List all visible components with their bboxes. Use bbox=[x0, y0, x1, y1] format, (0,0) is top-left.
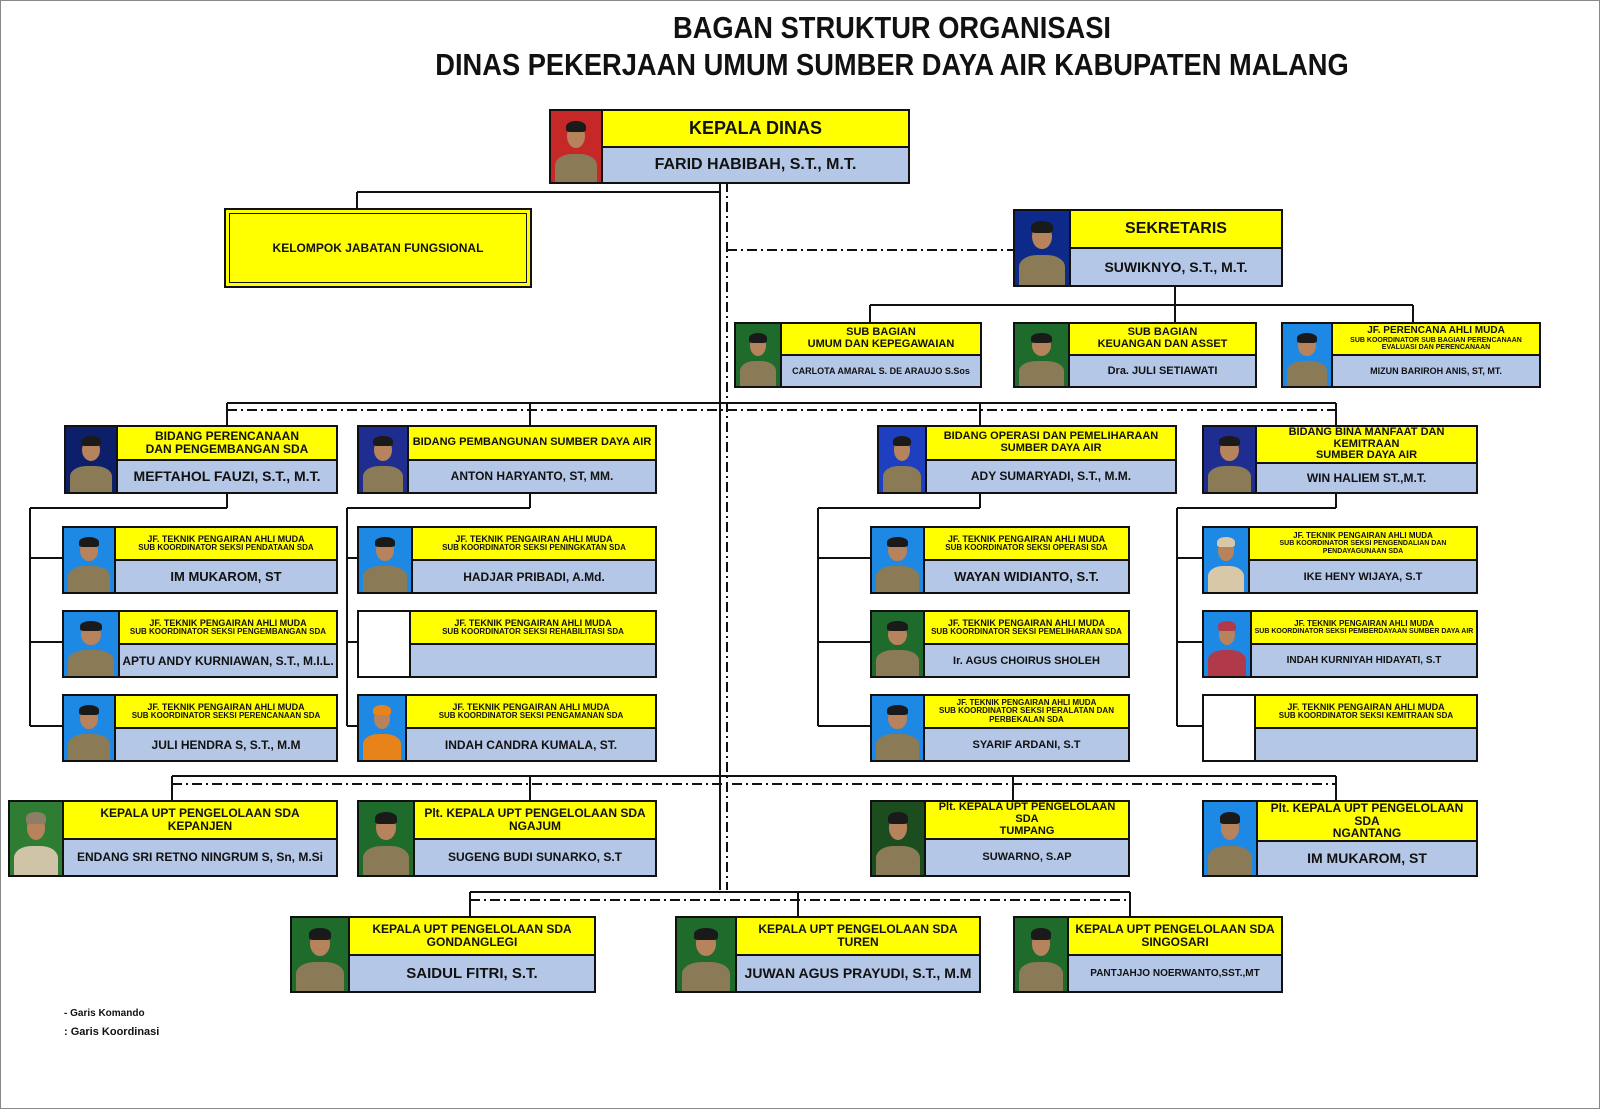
photo-seksi-pengendalian bbox=[1204, 528, 1250, 592]
photo-seksi-pemberdayaan bbox=[1204, 612, 1252, 676]
photo-upt-ngajum bbox=[359, 802, 415, 875]
name-upt-ngajum: SUGENG BUDI SUNARKO, S.T bbox=[415, 840, 655, 876]
photo-upt-singosari bbox=[1015, 918, 1069, 991]
node-upt-gondanglegi bbox=[290, 916, 596, 993]
role-seksi-pengamanan bbox=[407, 696, 655, 729]
role-seksi-pemeliharaan-sub: SUB KOORDINATOR SEKSI PEMELIHARAAN SDA bbox=[931, 627, 1122, 637]
name-kepala-dinas: FARID HABIBAH, S.T., M.T. bbox=[603, 148, 908, 183]
node-upt-kepanjen bbox=[8, 800, 338, 877]
name-upt-kepanjen: ENDANG SRI RETNO NINGRUM S, Sn, M.Si bbox=[64, 840, 336, 876]
node-upt-tumpang bbox=[870, 800, 1130, 877]
role-seksi-pengendalian bbox=[1250, 528, 1476, 561]
role-seksi-pengendalian-sub: SUB KOORDINATOR SEKSI PENGENDALIAN DAN PENDAYAGUNAAN SDA bbox=[1279, 540, 1447, 555]
name-bidang-bina-manfaat: WIN HALIEM ST.,M.T. bbox=[1257, 464, 1476, 492]
role-subbag-umum: SUB BAGIAN UMUM DAN KEPEGAWAIAN bbox=[782, 324, 980, 356]
node-upt-ngantang bbox=[1202, 800, 1478, 877]
chart-subtitle: DINAS PEKERJAAN UMUM SUMBER DAYA AIR KABUPATEN MALANG bbox=[435, 47, 1349, 82]
photo-seksi-pemeliharaan bbox=[872, 612, 925, 676]
node-bidang-bina-manfaat bbox=[1202, 425, 1478, 494]
role-seksi-kemitraan bbox=[1256, 696, 1476, 729]
photo-bidang-operasi bbox=[879, 427, 927, 492]
name-subbag-keuangan: Dra. JULI SETIAWATI bbox=[1070, 356, 1255, 386]
role-seksi-pengembangan bbox=[120, 612, 336, 645]
name-bidang-perencanaan: MEFTAHOL FAUZI, S.T., M.T. bbox=[118, 461, 336, 493]
photo-upt-tumpang bbox=[872, 802, 926, 875]
name-upt-ngantang: IM MUKAROM, ST bbox=[1258, 842, 1476, 875]
photo-upt-kepanjen bbox=[10, 802, 64, 875]
name-subbag-umum: CARLOTA AMARAL S. DE ARAUJO S.Sos bbox=[782, 356, 980, 386]
name-seksi-pengamanan: INDAH CANDRA KUMALA, ST. bbox=[407, 729, 655, 760]
role-sekretaris: SEKRETARIS bbox=[1071, 211, 1281, 249]
role-jf-perencana bbox=[1333, 324, 1539, 356]
name-seksi-pemberdayaan: INDAH KURNIYAH HIDAYATI, S.T bbox=[1252, 645, 1476, 676]
role-seksi-peralatan bbox=[925, 696, 1128, 729]
legend-garis-komando: - Garis Komando bbox=[64, 1008, 145, 1019]
node-upt-ngajum bbox=[357, 800, 657, 877]
role-seksi-pemberdayaan bbox=[1252, 612, 1476, 645]
photo-sekretaris bbox=[1015, 211, 1071, 285]
role-upt-tumpang: Plt. KEPALA UPT PENGELOLAAN SDA TUMPANG bbox=[926, 802, 1128, 840]
photo-placeholder-rehabilitasi bbox=[359, 612, 411, 676]
name-seksi-perencanaan: JULI HENDRA S, S.T., M.M bbox=[116, 729, 336, 760]
role-upt-turen: KEPALA UPT PENGELOLAAN SDA TUREN bbox=[737, 918, 979, 956]
role-seksi-pengamanan-sub: SUB KOORDINATOR SEKSI PENGAMANAN SDA bbox=[438, 711, 624, 721]
role-seksi-pengendalian-title: JF. TEKNIK PENGAIRAN AHLI MUDA bbox=[1293, 530, 1433, 540]
photo-seksi-peralatan bbox=[872, 696, 925, 760]
photo-seksi-perencanaan bbox=[64, 696, 116, 760]
photo-bidang-bina-manfaat bbox=[1204, 427, 1257, 492]
role-upt-kepanjen: KEPALA UPT PENGELOLAAN SDA KEPANJEN bbox=[64, 802, 336, 840]
name-seksi-operasi: WAYAN WIDIANTO, S.T. bbox=[925, 561, 1128, 592]
role-bidang-perencanaan: BIDANG PERENCANAAN DAN PENGEMBANGAN SDA bbox=[118, 427, 336, 461]
node-seksi-rehabilitasi bbox=[357, 610, 657, 678]
node-sekretaris bbox=[1013, 209, 1283, 287]
role-jf-perencana-title: JF. PERENCANA AHLI MUDA bbox=[1367, 325, 1505, 337]
role-seksi-kemitraan-sub: SUB KOORDINATOR SEKSI KEMITRAAN SDA bbox=[1278, 711, 1454, 721]
photo-jf-perencana bbox=[1283, 324, 1333, 386]
role-seksi-perencanaan-sub: SUB KOORDINATOR SEKSI PERENCANAAN SDA bbox=[131, 711, 321, 721]
role-upt-ngantang: Plt. KEPALA UPT PENGELOLAAN SDA NGANTANG bbox=[1258, 802, 1476, 842]
role-seksi-pendataan bbox=[116, 528, 336, 561]
photo-seksi-operasi bbox=[872, 528, 925, 592]
node-seksi-pendataan bbox=[62, 526, 338, 594]
photo-subbag-keuangan bbox=[1015, 324, 1070, 386]
role-bidang-pembangunan: BIDANG PEMBANGUNAN SUMBER DAYA AIR bbox=[409, 427, 655, 461]
node-seksi-peralatan bbox=[870, 694, 1130, 762]
role-seksi-pengamanan-title: JF. TEKNIK PENGAIRAN AHLI MUDA bbox=[452, 701, 610, 712]
node-subbag-keuangan bbox=[1013, 322, 1257, 388]
name-bidang-pembangunan: ANTON HARYANTO, ST, MM. bbox=[409, 461, 655, 493]
name-sekretaris: SUWIKNYO, S.T., M.T. bbox=[1071, 249, 1281, 285]
role-seksi-kemitraan-title: JF. TEKNIK PENGAIRAN AHLI MUDA bbox=[1287, 701, 1445, 712]
role-seksi-rehabilitasi-title: JF. TEKNIK PENGAIRAN AHLI MUDA bbox=[454, 617, 612, 628]
role-seksi-operasi-title: JF. TEKNIK PENGAIRAN AHLI MUDA bbox=[947, 533, 1106, 544]
node-seksi-operasi bbox=[870, 526, 1130, 594]
name-upt-gondanglegi: SAIDUL FITRI, S.T. bbox=[350, 956, 594, 992]
role-seksi-operasi-sub: SUB KOORDINATOR SEKSI OPERASI SDA bbox=[945, 543, 1108, 553]
role-seksi-peningkatan bbox=[413, 528, 655, 561]
photo-seksi-pengembangan bbox=[64, 612, 120, 676]
name-upt-tumpang: SUWARNO, S.AP bbox=[926, 840, 1128, 876]
role-seksi-operasi bbox=[925, 528, 1128, 561]
photo-kepala-dinas bbox=[551, 111, 603, 182]
photo-seksi-pendataan bbox=[64, 528, 116, 592]
photo-bidang-perencanaan bbox=[66, 427, 118, 492]
role-seksi-peralatan-title: JF. TEKNIK PENGAIRAN AHLI MUDA bbox=[956, 697, 1097, 707]
role-seksi-pemeliharaan-title: JF. TEKNIK PENGAIRAN AHLI MUDA bbox=[947, 617, 1106, 628]
legend-garis-koordinasi: : Garis Koordinasi bbox=[64, 1026, 160, 1038]
chart-title: BAGAN STRUKTUR ORGANISASI bbox=[672, 10, 1111, 45]
node-seksi-pengamanan bbox=[357, 694, 657, 762]
name-seksi-pengembangan: APTU ANDY KURNIAWAN, S.T., M.I.L. bbox=[120, 645, 336, 676]
role-seksi-pemberdayaan-sub: SUB KOORDINATOR SEKSI PEMBERDAYAAN SUMBER DAYA AIR bbox=[1254, 628, 1474, 636]
name-seksi-pengendalian: IKE HENY WIJAYA, S.T bbox=[1250, 561, 1476, 592]
node-seksi-pengembangan bbox=[62, 610, 338, 678]
node-jf-perencana bbox=[1281, 322, 1541, 388]
node-bidang-perencanaan bbox=[64, 425, 338, 494]
name-seksi-kemitraan bbox=[1256, 729, 1476, 760]
node-bidang-pembangunan bbox=[357, 425, 657, 494]
node-upt-turen bbox=[675, 916, 981, 993]
photo-bidang-pembangunan bbox=[359, 427, 409, 492]
name-seksi-pendataan: IM MUKAROM, ST bbox=[116, 561, 336, 592]
node-seksi-peningkatan bbox=[357, 526, 657, 594]
role-upt-ngajum: Plt. KEPALA UPT PENGELOLAAN SDA NGAJUM bbox=[415, 802, 655, 840]
name-jf-perencana: MIZUN BARIROH ANIS, ST, MT. bbox=[1333, 356, 1539, 386]
photo-upt-gondanglegi bbox=[292, 918, 350, 991]
photo-upt-ngantang bbox=[1204, 802, 1258, 875]
role-subbag-keuangan: SUB BAGIAN KEUANGAN DAN ASSET bbox=[1070, 324, 1255, 356]
role-bidang-bina-manfaat: BIDANG BINA MANFAAT DAN KEMITRAAN SUMBER DAYA AIR bbox=[1257, 427, 1476, 464]
role-seksi-pemeliharaan bbox=[925, 612, 1128, 645]
node-kelompok-jabatan-fungsional: KELOMPOK JABATAN FUNGSIONAL bbox=[224, 208, 532, 288]
name-upt-singosari: PANTJAHJO NOERWANTO,SST.,MT bbox=[1069, 956, 1281, 992]
role-seksi-pengembangan-title: JF. TEKNIK PENGAIRAN AHLI MUDA bbox=[149, 617, 307, 628]
photo-upt-turen bbox=[677, 918, 737, 991]
name-seksi-peralatan: SYARIF ARDANI, S.T bbox=[925, 729, 1128, 760]
node-seksi-pemeliharaan bbox=[870, 610, 1130, 678]
photo-seksi-peningkatan bbox=[359, 528, 413, 592]
photo-placeholder-kemitraan bbox=[1204, 696, 1256, 760]
node-upt-singosari bbox=[1013, 916, 1283, 993]
node-kepala-dinas bbox=[549, 109, 910, 184]
name-seksi-rehabilitasi bbox=[411, 645, 655, 676]
role-seksi-perencanaan bbox=[116, 696, 336, 729]
role-seksi-peningkatan-title: JF. TEKNIK PENGAIRAN AHLI MUDA bbox=[455, 533, 613, 544]
role-seksi-pemberdayaan-title: JF. TEKNIK PENGAIRAN AHLI MUDA bbox=[1294, 618, 1434, 628]
role-seksi-peralatan-sub: SUB KOORDINATOR SEKSI PERALATAN DAN PERBEKALAN SDA bbox=[939, 706, 1114, 724]
role-seksi-rehabilitasi-sub: SUB KOORDINATOR SEKSI REHABILITASI SDA bbox=[442, 627, 624, 637]
name-upt-turen: JUWAN AGUS PRAYUDI, S.T., M.M bbox=[737, 956, 979, 992]
node-seksi-pemberdayaan bbox=[1202, 610, 1478, 678]
role-seksi-rehabilitasi bbox=[411, 612, 655, 645]
name-bidang-operasi: ADY SUMARYADI, S.T., M.M. bbox=[927, 461, 1175, 493]
node-seksi-pengendalian bbox=[1202, 526, 1478, 594]
node-seksi-perencanaan bbox=[62, 694, 338, 762]
name-seksi-peningkatan: HADJAR PRIBADI, A.Md. bbox=[413, 561, 655, 592]
role-seksi-peningkatan-sub: SUB KOORDINATOR SEKSI PENINGKATAN SDA bbox=[442, 543, 626, 553]
node-seksi-kemitraan bbox=[1202, 694, 1478, 762]
photo-subbag-umum bbox=[736, 324, 782, 386]
role-bidang-operasi: BIDANG OPERASI DAN PEMELIHARAAN SUMBER DAYA AIR bbox=[927, 427, 1175, 461]
role-seksi-pendataan-title: JF. TEKNIK PENGAIRAN AHLI MUDA bbox=[147, 533, 305, 544]
role-seksi-perencanaan-title: JF. TEKNIK PENGAIRAN AHLI MUDA bbox=[147, 701, 305, 712]
name-seksi-pemeliharaan: Ir. AGUS CHOIRUS SHOLEH bbox=[925, 645, 1128, 676]
role-kepala-dinas: KEPALA DINAS bbox=[603, 111, 908, 148]
photo-seksi-pengamanan bbox=[359, 696, 407, 760]
role-upt-gondanglegi: KEPALA UPT PENGELOLAAN SDA GONDANGLEGI bbox=[350, 918, 594, 956]
role-upt-singosari: KEPALA UPT PENGELOLAAN SDA SINGOSARI bbox=[1069, 918, 1281, 956]
role-jf-perencana-sub: SUB KOORDINATOR SUB BAGIAN PERENCANAAN EVALUASI DAN PERENCANAAN bbox=[1350, 336, 1522, 352]
node-bidang-operasi bbox=[877, 425, 1177, 494]
node-subbag-umum bbox=[734, 322, 982, 388]
role-seksi-pendataan-sub: SUB KOORDINATOR SEKSI PENDATAAN SDA bbox=[138, 543, 314, 553]
role-seksi-pengembangan-sub: SUB KOORDINATOR SEKSI PENGEMBANGAN SDA bbox=[129, 627, 327, 637]
